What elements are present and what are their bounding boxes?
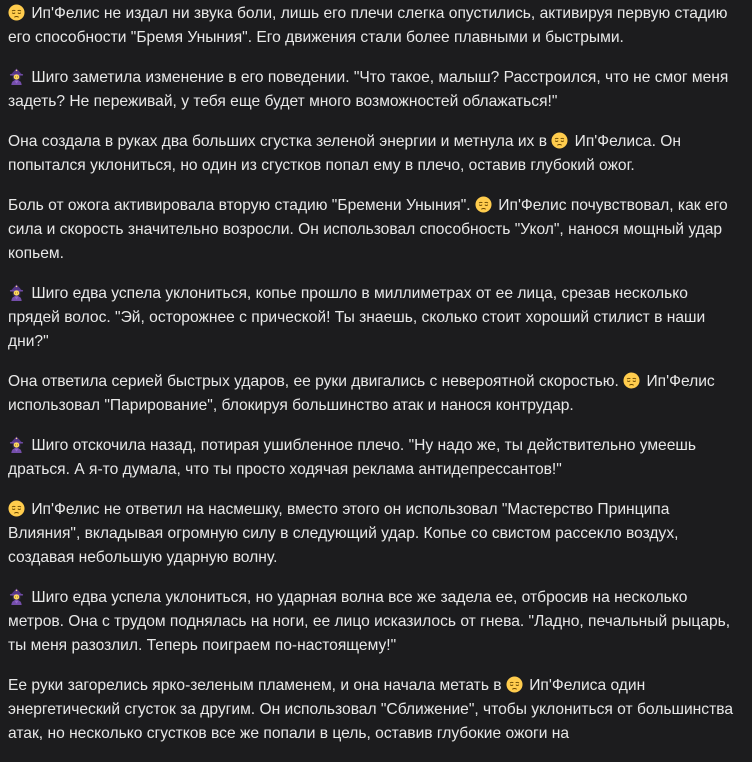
paragraph-text: Шиго заметила изменение в его поведении. "Что такое, малыш? Расстроился, что не смог меня задеть? Не переживай, у тебя еще будет много возможностей облажаться!" xyxy=(8,69,729,110)
woman-mage-icon xyxy=(8,588,25,605)
story-paragraph xyxy=(8,434,738,482)
pensive-face-icon xyxy=(475,196,492,213)
pensive-face-icon xyxy=(623,372,640,389)
paragraph-text: Ип'Фелис не издал ни звука боли, лишь его плечи слегка опустились, активируя первую стадию его способности "Бремя Уныния". Его движения стали более плавными и быстрыми. xyxy=(8,5,728,46)
paragraph-text: Ип'Фелис использовал "Парирование", блокируя большинство атак и нанося контрудар. xyxy=(8,373,715,414)
story-paragraph xyxy=(8,194,738,266)
paragraph-text: Она ответила серией быстрых ударов, ее руки двигались с невероятной скоростью. xyxy=(8,373,624,390)
paragraph-text: Ип'Фелиса. Он попытался уклониться, но один из сгустков попал ему в плечо, оставив глубокий ожог. xyxy=(8,133,681,174)
paragraph-text: Ип'Фелис почувствовал, как его сила и скорость значительно возросли. Он использовал способность "Укол", нанося мощный удар копьем. xyxy=(8,197,728,262)
paragraph-text: Ип'Фелиса один энергетический сгусток за другим. Он использовал "Сближение", чтобы уклониться от большинства атак, но несколько сгустков все же попали в цель, оставив глубокие ожоги на xyxy=(8,677,734,742)
story-paragraph xyxy=(8,130,738,178)
paragraph-text: Боль от ожога активировала вторую стадию "Бремени Уныния". xyxy=(8,197,475,214)
story-paragraph xyxy=(8,674,738,746)
story-paragraph xyxy=(8,370,738,418)
story-paragraph xyxy=(8,586,738,658)
woman-mage-icon xyxy=(8,436,25,453)
story-paragraph xyxy=(8,2,738,50)
paragraph-text: Она создала в руках два больших сгустка зеленой энергии и метнула их в xyxy=(8,133,552,150)
pensive-face-icon xyxy=(506,676,523,693)
pensive-face-icon xyxy=(8,4,25,21)
pensive-face-icon xyxy=(551,132,568,149)
story-paragraph xyxy=(8,282,738,354)
story-paragraph xyxy=(8,66,738,114)
chat-message-story xyxy=(8,2,738,762)
paragraph-text: Шиго едва успела уклониться, копье прошло в миллиметрах от ее лица, срезав несколько прядей волос. "Эй, осторожнее с прической! Ты знаешь, сколько стоит хороший стилист в наши дни?" xyxy=(8,285,706,350)
paragraph-text: Шиго отскочила назад, потирая ушибленное плечо. "Ну надо же, ты действительно умеешь драться. А я-то думала, что ты просто ходячая реклама антидепрессантов!" xyxy=(8,437,697,478)
pensive-face-icon xyxy=(8,500,25,517)
paragraph-text: Ип'Фелис не ответил на насмешку, вместо этого он использовал "Мастерство Принципа Влияния", вкладывая огромную силу в следующий удар. Копье со свистом рассекло воздух, создавая небольшую ударную волну. xyxy=(8,501,679,566)
paragraph-text: Шиго едва успела уклониться, но ударная волна все же задела ее, отбросив на несколько метров. Она с трудом поднялась на ноги, ее лицо исказилось от гнева. "Ладно, печальный рыцарь, ты меня разозлил. Теперь поиграем по-настоящему!" xyxy=(8,589,731,654)
paragraph-text: Ее руки загорелись ярко-зеленым пламенем, и она начала метать в xyxy=(8,677,506,694)
woman-mage-icon xyxy=(8,68,25,85)
story-paragraph xyxy=(8,498,738,570)
woman-mage-icon xyxy=(8,284,25,301)
